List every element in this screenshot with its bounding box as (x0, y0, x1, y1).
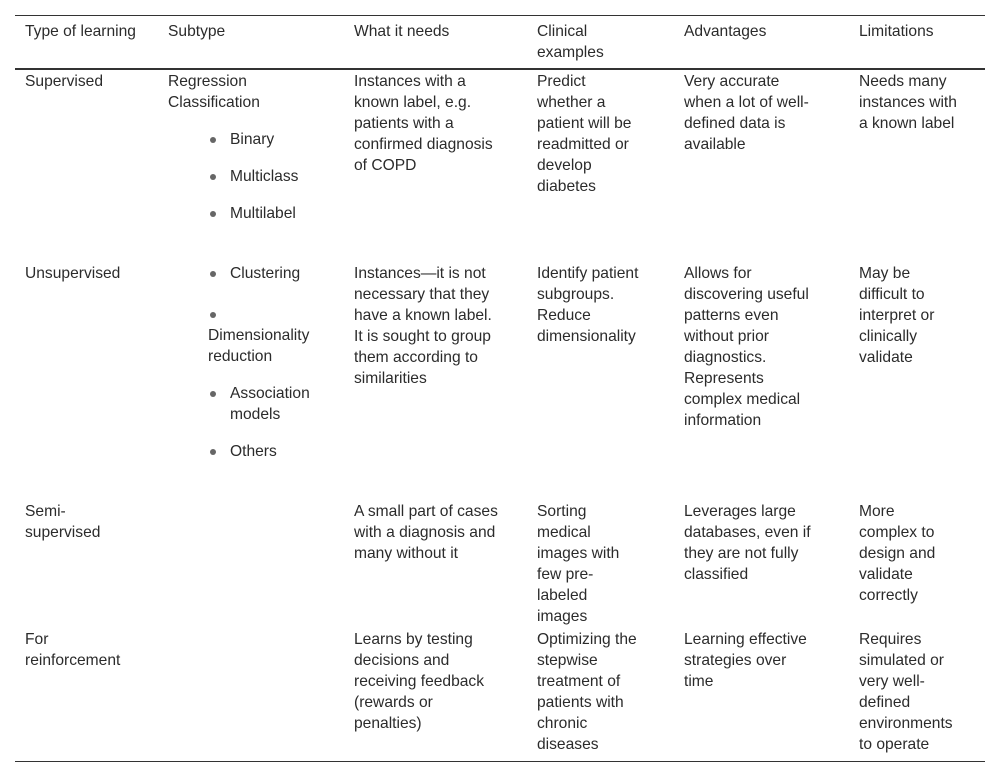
cell-needs: Instances—it is not necessary that they have a known label. It is sought to group them according to similarities (354, 265, 492, 387)
cell-advantages: Leverages large databases, even if they are not fully classified (684, 503, 811, 583)
cell-clinical: Predict whether a patient will be readmitted or develop diabetes (537, 73, 632, 195)
cell-type: Semi-supervised (25, 503, 101, 541)
cell-limitations: May be difficult to interpret or clinically validate (859, 265, 935, 366)
header-clinical-examples: Clinical examples (537, 23, 604, 61)
subtype-line: Classification (168, 94, 260, 111)
cell-type: For reinforcement (25, 631, 121, 669)
cell-limitations: Requires simulated or very well-defined environments to operate (859, 631, 953, 753)
table-bottom-rule (15, 761, 985, 762)
header-limitations: Limitations (859, 23, 934, 40)
cell-advantages: Allows for discovering useful patterns even without prior diagnostics. Represents complex medical information (684, 265, 809, 429)
bullet-dot-icon (210, 449, 216, 455)
cell-needs: Instances with a known label, e.g. patients with a confirmed diagnosis of COPD (354, 73, 493, 174)
bullet-dot-icon (210, 391, 216, 397)
subtype-line: Regression (168, 73, 247, 90)
subtype-bullet: Others (208, 441, 340, 462)
cell-clinical: Sorting medical images with few pre-labeled images (537, 503, 620, 625)
header-type-of-learning: Type of learning (25, 23, 136, 40)
cell-clinical: Optimizing the stepwise treatment of patients with chronic diseases (537, 631, 637, 753)
bullet-dot-icon (210, 271, 216, 277)
cell-subtype (168, 71, 343, 113)
header-advantages: Advantages (684, 23, 767, 40)
cell-type: Supervised (25, 73, 104, 90)
subtype-bullet: Clustering (208, 263, 340, 284)
cell-limitations: Needs many instances with a known label (859, 73, 957, 132)
bullet-dot-icon (210, 211, 216, 217)
bullet-dot-icon (210, 174, 216, 180)
bullet-dot-icon (210, 312, 216, 318)
cell-needs: A small part of cases with a diagnosis and many without it (354, 503, 498, 562)
cell-advantages: Very accurate when a lot of well-defined data is available (684, 73, 809, 153)
bullet-dot-icon (210, 137, 216, 143)
cell-limitations: More complex to design and validate correctly (859, 503, 936, 604)
table-top-rule (15, 15, 985, 16)
cell-clinical: Identify patient subgroups. Reduce dimensionality (537, 265, 639, 345)
subtype-bullet: Multilabel (208, 203, 340, 224)
header-subtype: Subtype (168, 23, 226, 40)
cell-type: Unsupervised (25, 265, 121, 282)
cell-advantages: Learning effective strategies over time (684, 631, 807, 690)
header-what-it-needs: What it needs (354, 23, 450, 40)
subtype-bullet: Binary (208, 129, 340, 150)
subtype-bullet: Association models (208, 383, 330, 425)
subtype-bullet: Dimensionality reduction (208, 304, 338, 367)
table-header-rule (15, 68, 985, 70)
cell-needs: Learns by testing decisions and receiving feedback (rewards or penalties) (354, 631, 485, 732)
subtype-bullet: Multiclass (208, 166, 340, 187)
